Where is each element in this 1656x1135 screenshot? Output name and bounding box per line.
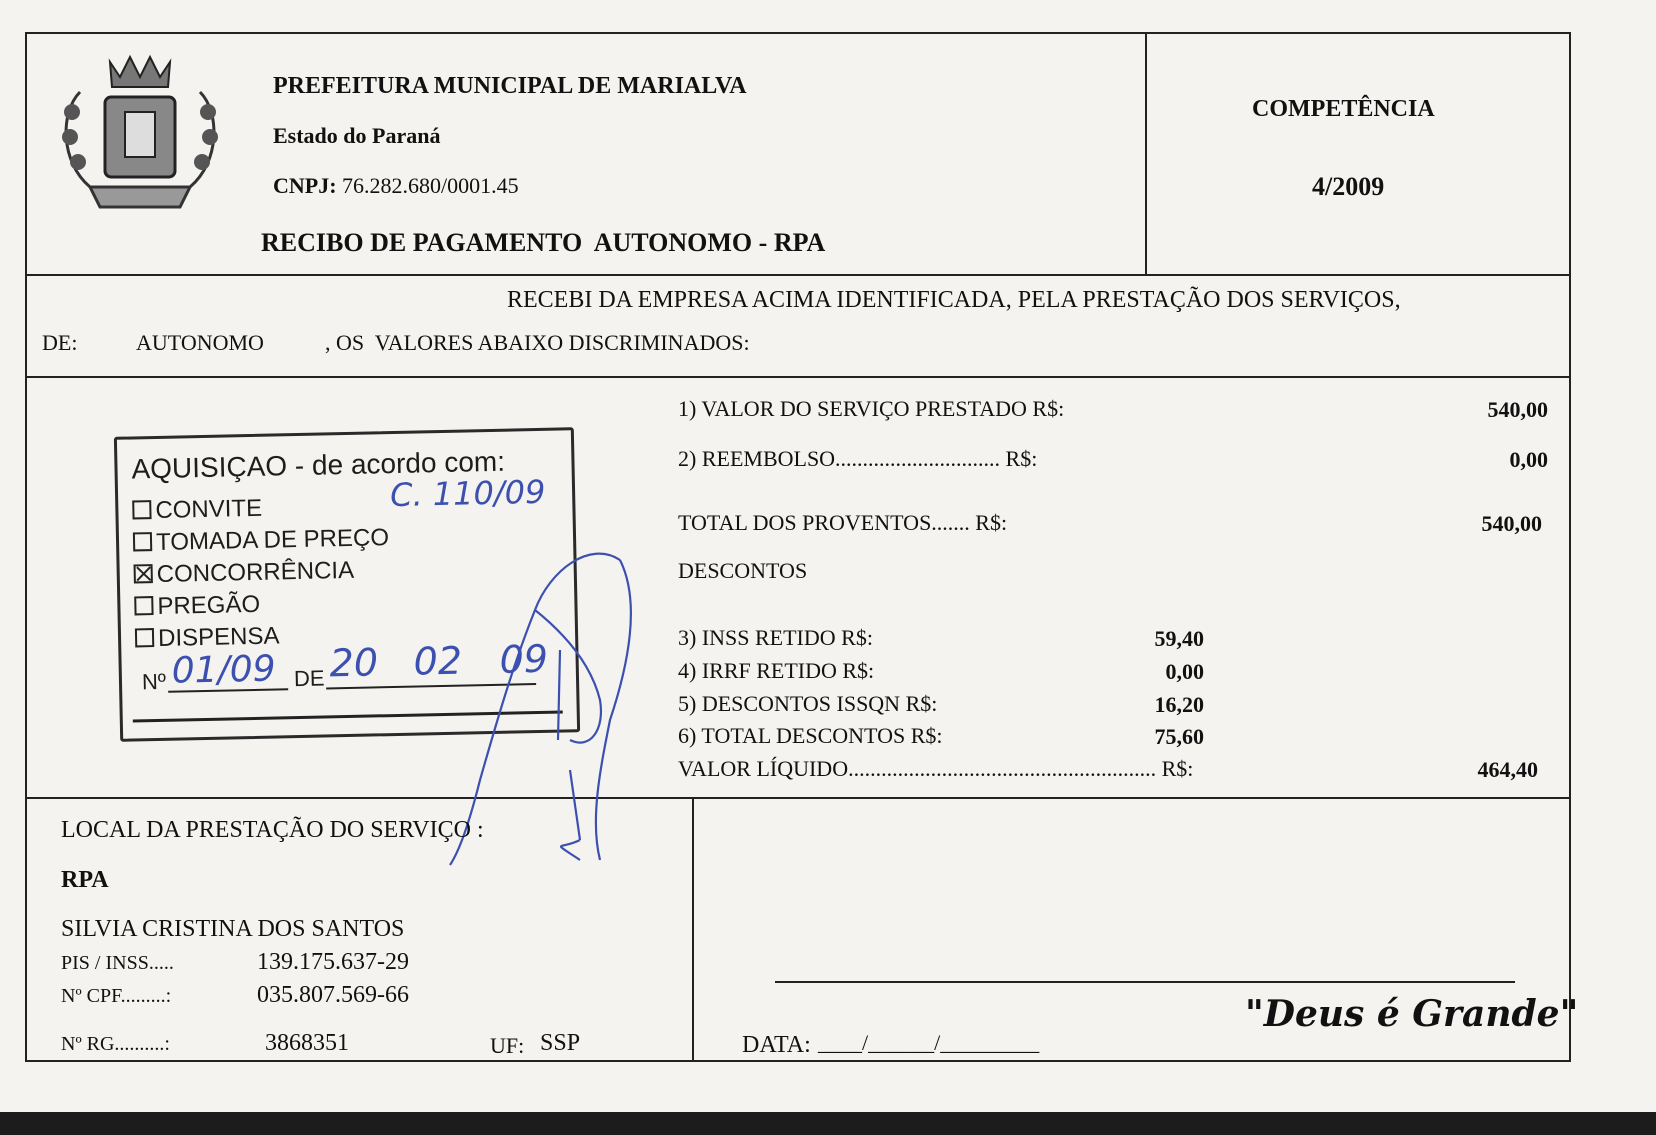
stamp-date-day: 20	[329, 640, 379, 686]
stamp-title: AQUISIÇAO - de acordo com:	[131, 445, 506, 485]
item2-value: 0,00	[1509, 447, 1548, 472]
uf-label: UF:	[490, 1033, 525, 1058]
item6-value: 75,60	[1154, 724, 1204, 749]
stamp-option-pregao	[134, 591, 260, 622]
item3-label: 3) INSS RETIDO R$:	[678, 625, 873, 650]
stamp-option-convite	[132, 495, 262, 526]
item3-value: 59,40	[1154, 626, 1204, 651]
date-blank: ____/______/_________	[818, 1030, 1040, 1055]
state-name: Estado do Paraná	[273, 123, 441, 148]
competencia-value: 4/2009	[1312, 172, 1385, 201]
date-label: DATA:	[742, 1032, 811, 1058]
local-label: LOCAL DA PRESTAÇÃO DO SERVIÇO :	[61, 817, 484, 843]
checkbox-pregao	[134, 596, 153, 615]
org-name: PREFEITURA MUNICIPAL DE MARIALVA	[273, 73, 747, 99]
stamp-date-year: 09	[499, 636, 549, 682]
total-proventos-value: 540,00	[1481, 511, 1542, 536]
local-value: RPA	[61, 867, 109, 893]
cpf-value: 035.807.569-66	[257, 982, 409, 1008]
checkbox-tomada	[133, 532, 152, 551]
cnpj-line	[273, 173, 519, 199]
stamp-no-label: Nº	[141, 668, 167, 695]
item4-value: 0,00	[1165, 659, 1204, 684]
rg-value: 3868351	[265, 1030, 349, 1056]
item5-label: 5) DESCONTOS ISSQN R$:	[678, 691, 938, 716]
motto: "Deus é Grande"	[1245, 993, 1579, 1035]
competencia-label: COMPETÊNCIA	[1252, 96, 1435, 122]
document-title: RECIBO DE PAGAMENTO AUTONOMO - RPA	[261, 228, 826, 257]
statement-line-1: RECEBI DA EMPRESA ACIMA IDENTIFICADA, PELA PRESTAÇÃO DOS SERVIÇOS,	[507, 287, 1401, 313]
total-proventos-label: TOTAL DOS PROVENTOS....... R$:	[678, 510, 1008, 535]
stamp-option-tomada	[133, 524, 389, 557]
signature-line	[775, 981, 1515, 983]
stamp-no-value: 01/09	[171, 648, 276, 692]
rg-label: Nº RG..........:	[61, 1033, 170, 1055]
scan-bottom-edge	[0, 1112, 1656, 1135]
item5-value: 16,20	[1154, 692, 1204, 717]
cpf-label: Nº CPF.........:	[61, 985, 172, 1007]
liquido-value: 464,40	[1477, 757, 1538, 782]
stamp-option-concorrencia	[133, 557, 354, 590]
item2-label: 2) REEMBOLSO.............................. R$:	[678, 446, 1038, 471]
coat-of-arms-icon	[50, 42, 230, 222]
stamp-option-label: CONCORRÊNCIA	[156, 556, 355, 588]
item1-value: 540,00	[1487, 397, 1548, 422]
descontos-label: DESCONTOS	[678, 558, 808, 583]
provider-name: SILVIA CRISTINA DOS SANTOS	[61, 916, 405, 942]
stamp-date-month: 02	[413, 638, 463, 684]
item6-label: 6) TOTAL DESCONTOS R$:	[678, 723, 943, 748]
header-bottom-rule	[25, 274, 1571, 276]
stamp-option-label: CONVITE	[155, 494, 263, 524]
statement-line-2: , OS VALORES ABAIXO DISCRIMINADOS:	[325, 330, 750, 355]
stamp-option-label: TOMADA DE PREÇO	[155, 524, 390, 556]
item1-label: 1) VALOR DO SERVIÇO PRESTADO R$:	[678, 396, 1065, 421]
uf-value: SSP	[540, 1030, 581, 1056]
header-divider	[1145, 32, 1147, 276]
pis-value: 139.175.637-29	[257, 949, 409, 975]
checkbox-convite	[132, 500, 151, 519]
pis-label: PIS / INSS.....	[61, 952, 174, 974]
checkbox-dispensa	[135, 628, 154, 647]
de-value: AUTONOMO	[136, 330, 264, 355]
cnpj-value: 76.282.680/0001.45	[342, 173, 519, 198]
stamp-option-label: DISPENSA	[157, 622, 280, 652]
stamp-handwritten-ref: C. 110/09	[389, 472, 546, 515]
stamp-option-label: PREGÃO	[157, 590, 261, 620]
footer-divider	[692, 797, 694, 1062]
de-label: DE:	[42, 330, 78, 355]
values-bottom-rule	[25, 797, 1571, 799]
liquido-label: VALOR LÍQUIDO........................................................ R$:	[678, 756, 1194, 781]
item4-label: 4) IRRF RETIDO R$:	[678, 658, 875, 683]
checkbox-concorrencia-checked	[134, 564, 153, 583]
cnpj-label: CNPJ:	[273, 173, 337, 198]
statement-bottom-rule	[25, 376, 1571, 378]
stamp-de-label: DE	[293, 665, 325, 692]
